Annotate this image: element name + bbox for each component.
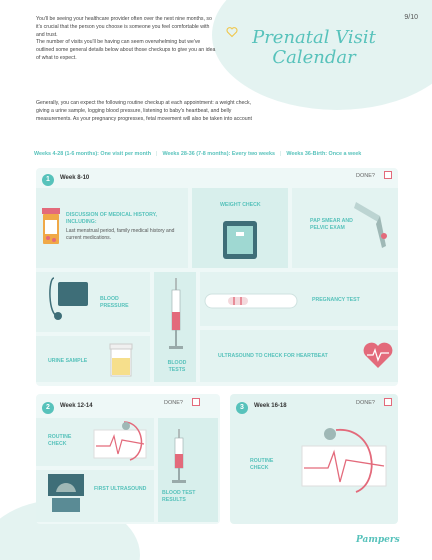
syringe-icon	[164, 276, 188, 354]
schedule-separator: |	[156, 151, 158, 157]
brand-logo: Pampers	[356, 535, 400, 545]
schedule-item-2: Weeks 28-36 (7-8 months): Every two weeks	[162, 151, 275, 157]
speculum-icon	[350, 196, 394, 256]
schedule-separator: |	[280, 151, 282, 157]
intro-text	[36, 16, 216, 63]
visit-3-number-badge: 3	[236, 402, 248, 414]
scale-icon	[222, 220, 258, 260]
visit-1-week: Week 8-10	[60, 175, 90, 181]
urine-cup-icon	[108, 342, 134, 378]
page-number: 9/10	[404, 14, 418, 21]
weight-label: WEIGHT CHECK	[220, 202, 261, 208]
visit-2-done-checkbox[interactable]	[192, 398, 200, 406]
ultrasound-machine-icon	[46, 472, 86, 516]
visit-3-done-checkbox[interactable]	[384, 398, 392, 406]
bp-label: BLOOD PRESSURE	[100, 296, 129, 309]
visit-3-week: Week 16-18	[254, 403, 287, 409]
blood-tests-label: BLOOD TESTS	[167, 360, 187, 373]
routine-check-2-label: ROUTINE CHECK	[48, 434, 72, 447]
blood-results-label: BLOOD TEST RESULTS	[162, 490, 196, 503]
pregnancy-test-label: PREGNANCY TEST	[312, 297, 360, 303]
history-title: DISCUSSION OF MEDICAL HISTORY, INCLUDING:	[66, 212, 157, 225]
title-line-2: Calendar	[272, 47, 356, 68]
schedule-item-3: Weeks 36-Birth: Once a week	[286, 151, 362, 157]
schedule-item-1: Weeks 4-28 (1-6 months): One visit per month	[34, 151, 152, 157]
visit-1-done-checkbox[interactable]	[384, 171, 392, 179]
visit-schedule	[34, 151, 398, 157]
first-ultrasound-label: FIRST ULTRASOUND	[94, 486, 147, 492]
history-detail: Last menstrual period, family medical history and current medications.	[66, 228, 175, 241]
page-title	[214, 28, 414, 68]
visit-2-done-label: DONE?	[164, 400, 183, 406]
visit-1-done-label: DONE?	[356, 173, 375, 179]
visit-1-number-badge: 1	[42, 174, 54, 186]
pregnancy-test-icon	[204, 292, 298, 310]
stethoscope-heartbeat-icon	[296, 422, 392, 502]
title-line-1: Prenatal Visit	[252, 27, 376, 48]
ultrasound-heartbeat-label: ULTRASOUND TO CHECK FOR HEARTBEAT	[218, 353, 328, 359]
routine-check-3-label: ROUTINE CHECK	[250, 458, 274, 471]
blood-results-syringe-icon	[168, 428, 190, 486]
blood-pressure-monitor-icon	[44, 268, 100, 324]
stethoscope-icon	[84, 420, 152, 464]
heartbeat-icon	[362, 340, 394, 370]
visit-2-week: Week 12-14	[60, 403, 93, 409]
intro-paragraph-2: The number of visits you'll be having can seem overwhelming but we've outlined some general details below about those checkups to give you an idea of what to expect.	[36, 39, 216, 61]
pap-label: PAP SMEAR AND PELVIC EXAM	[310, 218, 353, 231]
visit-3-done-label: DONE?	[356, 400, 375, 406]
urine-sample-label: URINE SAMPLE	[48, 358, 88, 364]
intro-paragraph-3: Generally, you can expect the following routine checkup at each appointment: a weight check, giving a urine sample, logging blood pressure, listening to baby's heartbeat, and belly measurements. As your pregnancy progresses, fetal movement will also be taken into account	[36, 100, 252, 122]
visit-2-number-badge: 2	[42, 402, 54, 414]
pill-bottle-icon	[40, 206, 62, 246]
intro-paragraph-1: You'll be seeing your healthcare provider often over the next nine months, so it's crucial that the person you choose is someone you feel comfortable with and trust.	[36, 16, 212, 38]
